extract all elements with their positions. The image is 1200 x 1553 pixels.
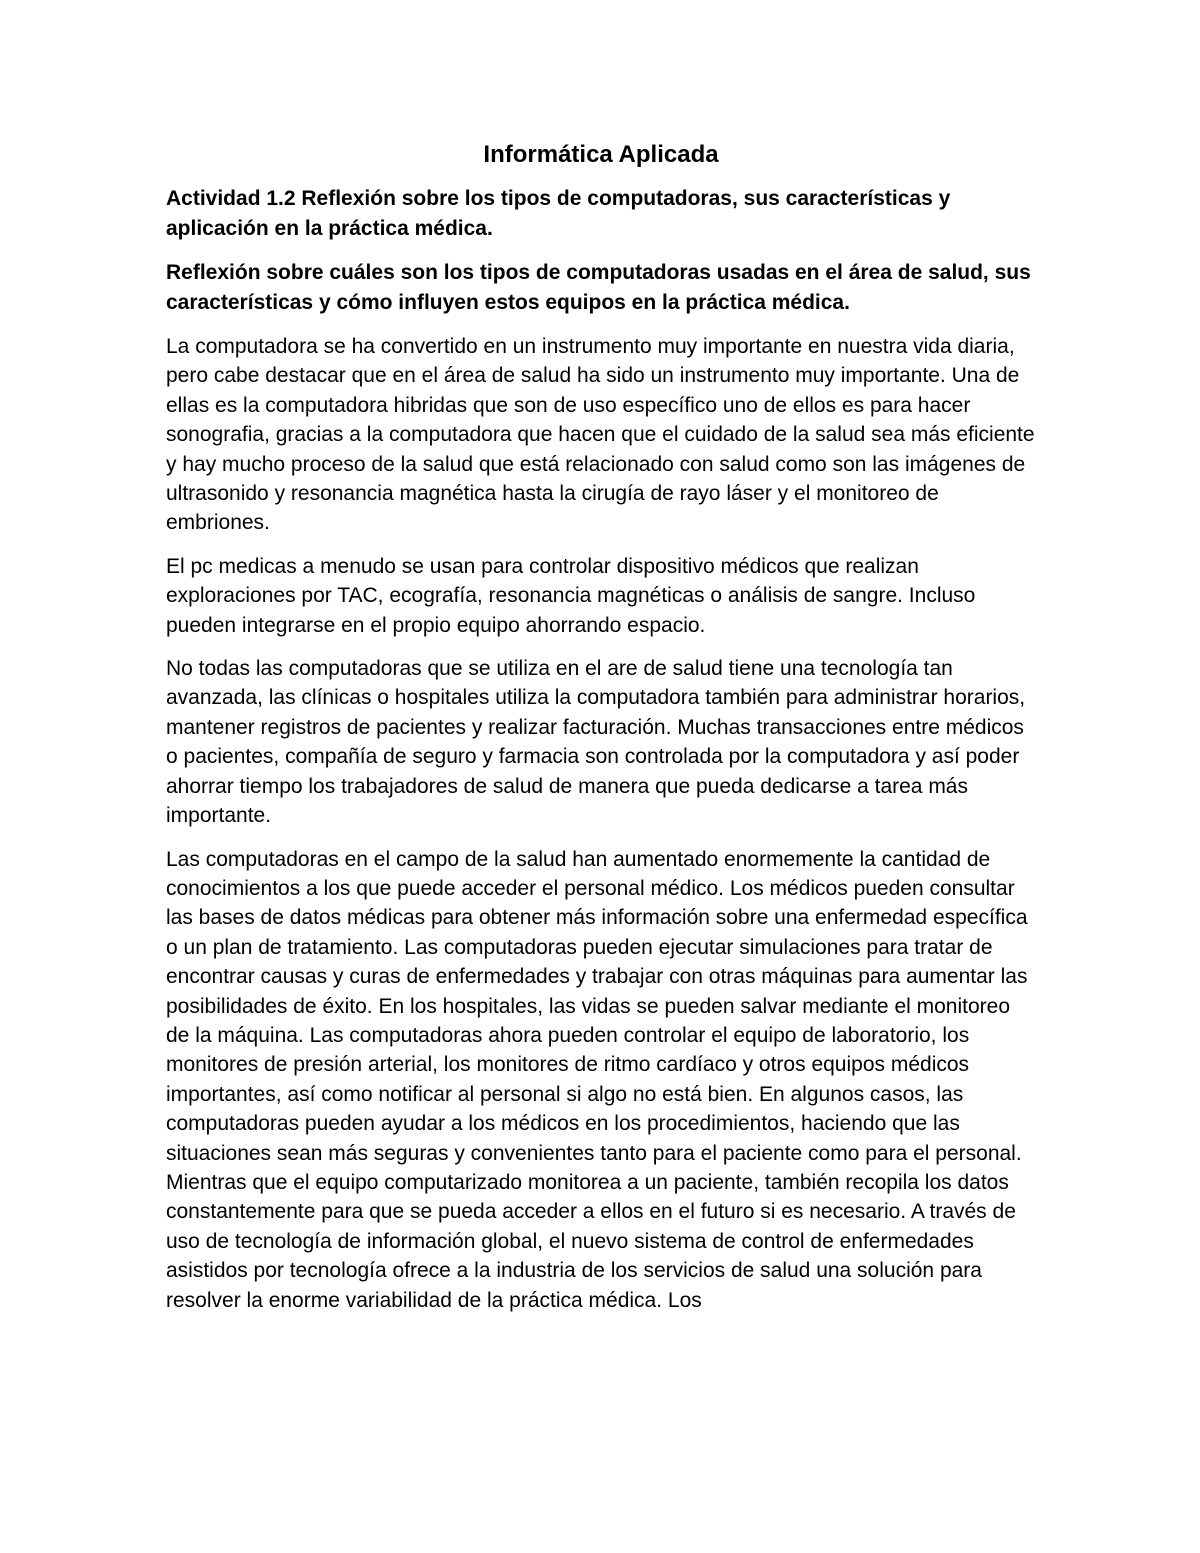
body-paragraph-1: La computadora se ha convertido en un instrumento muy importante en nuestra vida diaria, pero cabe destacar que en el área de salud ha sido un instrumento muy importante. Una de ellas es la computadora hibridas que son de uso específico uno de ellos es para hacer sonografia, gracias a la computadora que hacen que el cuidado de la salud sea más eficiente y hay mucho proceso de la salud que está relacionado con salud como son las imágenes de ultrasonido y resonancia magnética hasta la cirugía de rayo láser y el monitoreo de embriones.	[166, 335, 1035, 535]
document-title: Informática Aplicada	[483, 141, 719, 168]
document-body	[166, 138, 1036, 1315]
activity-heading: Actividad 1.2 Reflexión sobre los tipos de computadoras, sus características y aplicación en la práctica médica.	[166, 187, 951, 240]
body-paragraph-4: Las computadoras en el campo de la salud han aumentado enormemente la cantidad de conocimientos a los que puede acceder el personal médico. Los médicos pueden consultar las bases de datos médicas para obtener más información sobre una enfermedad específica o un plan de tratamiento. Las computadoras pueden ejecutar simulaciones para tratar de encontrar causas y curas de enfermedades y trabajar con otras máquinas para aumentar las posibilidades de éxito. En los hospitales, las vidas se pueden salvar mediante el monitoreo de la máquina. Las computadoras ahora pueden controlar el equipo de laboratorio, los monitores de presión arterial, los monitores de ritmo cardíaco y otros equipos médicos importantes, así como notificar al personal si algo no está bien. En algunos casos, las computadoras pueden ayudar a los médicos en los procedimientos, haciendo que las situaciones sean más seguras y convenientes tanto para el paciente como para el personal. Mientras que el equipo computarizado monitorea a un paciente, también recopila los datos constantemente para que se pueda acceder a ellos en el futuro si es necesario. A través de uso de tecnología de información global, el nuevo sistema de control de enfermedades asistidos por tecnología ofrece a la industria de los servicios de salud una solución para resolver la enorme variabilidad de la práctica médica. Los	[166, 847, 1028, 1312]
body-paragraph-3: No todas las computadoras que se utiliza en el are de salud tiene una tecnología tan avanzada, las clínicas o hospitales utiliza la computadora también para administrar horarios, mantener registros de pacientes y realizar facturación. Muchas transacciones entre médicos o pacientes, compañía de seguro y farmacia son controlada por la computadora y así poder ahorrar tiempo los trabajadores de salud de manera que pueda dedicarse a tarea más importante.	[166, 657, 1026, 828]
body-paragraph-2: El pc medicas a menudo se usan para controlar dispositivo médicos que realizan exploraciones por TAC, ecografía, resonancia magnéticas o análisis de sangre. Incluso pueden integrarse en el propio equipo ahorrando espacio.	[166, 554, 976, 637]
reflection-heading: Reflexión sobre cuáles son los tipos de computadoras usadas en el área de salud, sus características y cómo influyen estos equipos en la práctica médica.	[166, 261, 1031, 314]
